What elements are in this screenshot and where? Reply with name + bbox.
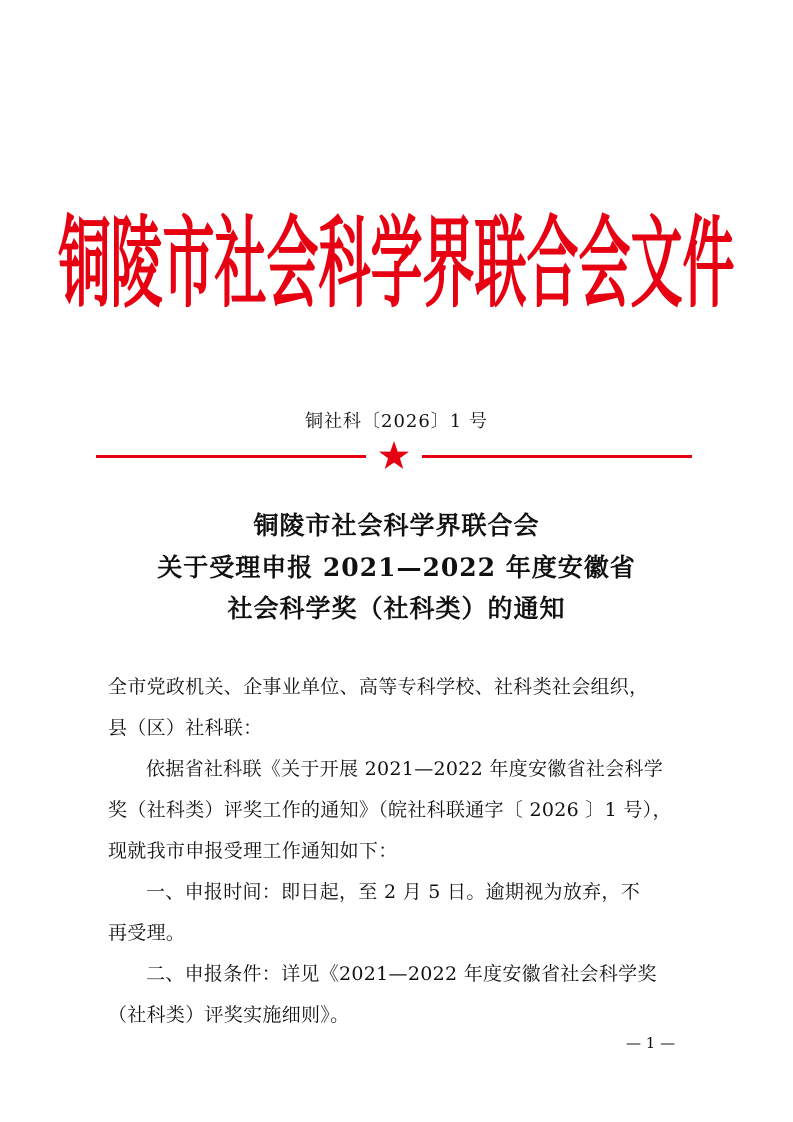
star-icon	[378, 440, 410, 472]
item1-line-1: 一、申报时间：即日起，至 2 月 5 日。逾期视为放弃，不	[146, 881, 641, 903]
divider-line-right	[422, 455, 692, 458]
intro-line-2: 奖（社科类）评奖工作的通知》（皖社科联通字〔 2026 〕1 号），	[108, 799, 672, 821]
intro-line-3: 现就我市申报受理工作通知如下：	[108, 840, 398, 862]
red-divider	[96, 440, 692, 474]
notice-title-line-2: 关于受理申报 2021—2022 年度安徽省	[157, 553, 636, 582]
intro-line-1: 依据省社科联《关于开展 2021—2022 年度安徽省社会科学	[146, 758, 664, 780]
item2-line-1: 二、申报条件：详见《2021—2022 年度安徽省社会科学奖	[146, 963, 657, 985]
item2-line-2: （社科类）评奖实施细则》。	[108, 1004, 350, 1026]
document-number: 铜社科〔2026〕1 号	[305, 411, 488, 432]
item1-line-2: 再受理。	[108, 922, 186, 944]
notice-title-line-3: 社会科学奖（社科类）的通知	[227, 594, 566, 623]
divider-line-left	[96, 455, 366, 458]
notice-title-line-1: 铜陵市社会科学界联合会	[253, 511, 540, 540]
masthead-title: 铜陵市社会科学界联合会文件	[58, 208, 735, 322]
page-number: — 1 —	[626, 1034, 676, 1052]
recipients-line-2: 县（区）社科联：	[108, 717, 263, 739]
recipients-line-1: 全市党政机关、企事业单位、高等专科学校、社科类社会组织，	[108, 676, 649, 698]
